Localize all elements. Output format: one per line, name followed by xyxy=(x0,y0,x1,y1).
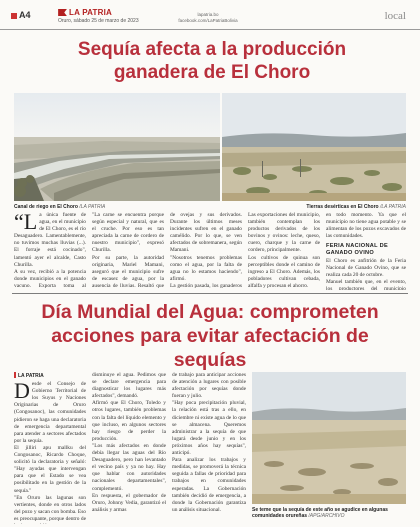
photo-caption-right: Tierras desérticas en El Choro /LA PATRIA xyxy=(306,204,406,210)
page-number: A4 xyxy=(11,10,31,20)
byline: LA PATRIA xyxy=(14,372,86,380)
paragraph: en todo momento. Ya que el municipio no tiene agua potable y se alimentan de los pozos excavados de las comunidades. xyxy=(326,212,406,240)
section-name: local xyxy=(384,10,406,22)
paragraph: Las exportaciones del municipio, también contemplan los productos derivados de los bovinos y ovinos: leche, queso, cuero, charque y la carne de cordero, principalmente. xyxy=(248,212,320,254)
page-marker-icon xyxy=(11,13,17,19)
photo-irrigation-canal xyxy=(14,93,220,201)
photo-caption-left: Canal de riego en El Choro /LA PATRIA xyxy=(14,204,106,210)
paragraph: La gestión pasada, los ganaderos xyxy=(170,282,242,289)
paragraph: "Hay poca precipitación pluvial, la relación está tras a ello, en diciembre ni existe agua de lo que se almacena. Queremos administrar a la sequía de que lugará desde junio y en los próximos años hay sequías", anticipó. xyxy=(172,400,246,457)
article2-column-2 xyxy=(92,372,166,524)
drop-cap: D xyxy=(14,378,30,404)
photo-caption-bottom: Se teme que la sequía de este año se agudice en algunas comunidades orureñas /APG/ARCHIVO xyxy=(252,507,388,519)
paragraph: Los cultivos de quinua son perceptibles donde el camino de ingreso a El Choro. Además, los pobladores cultivan cebada, alfalfa y procesan el ahorro. xyxy=(248,254,320,289)
paragraph: disminuye el agua. Pedimos que se declare emergencia para diagnosticar los lugares más afectados", demandó. xyxy=(92,372,166,400)
paragraph: En respuesta, el gobernador de Oruro, Johnny Vedia, garantizó el análisis y armas xyxy=(92,492,166,513)
paragraph: El Choro es anfitrión de la Feria Nacional de Ganado Ovino, que se realiza cada 20 de octubre. xyxy=(326,257,406,278)
section-divider xyxy=(12,293,408,294)
paragraph: Por su parte, la autoridad originaria, Mariel Mamani, aseguró que el municipio sufre de escasez de agua, por la ausencia de lluvias. Resaltó que xyxy=(92,254,164,289)
header-social xyxy=(178,12,238,24)
byline-accent xyxy=(14,372,16,378)
photo-desert-lands xyxy=(222,93,406,201)
page-header xyxy=(0,0,420,30)
newspaper-logo: LA PATRIA xyxy=(58,8,112,17)
article2-headline: Día Mundial del Agua: comprometen acciones para evitar afectación de sequías xyxy=(41,301,379,371)
paragraph: "En Oruro las lagunas son vertientes, donde en otros lados del pozo y sacan con bomba. Eso es preocupante, porque dentro de xyxy=(14,494,86,522)
facebook-text: facebook.com/LaPatriaBolivia xyxy=(178,18,238,23)
article1-headline: Sequía afecta a la producción ganadera de El Choro xyxy=(77,39,347,83)
paragraph: "Los más afectados en donde debía llegar las aguas del Río Desaguadero, pero han levantado el vecino país y ya no hay. Hay que hablar con autoridades nacionales departamentales", complementó. xyxy=(92,442,166,492)
article1-column-3 xyxy=(170,212,242,290)
website-text: lapatria.bo xyxy=(197,12,219,17)
article2-column-3 xyxy=(172,372,246,524)
drop-cap: “L xyxy=(14,212,38,234)
article2-column-1 xyxy=(14,372,86,524)
paragraph: Para analizar los trabajos y medidas, se promoverá la técnica seguida a fallas de prioridad para trabajos en comunidades esperadas. La Gobernación también decidió de emergencia, a donde la Gobernación garantiza un análisis situacional. xyxy=(172,457,246,513)
article1-column-1 xyxy=(14,212,86,290)
article1-column-5 xyxy=(326,212,406,290)
paragraph: de ovejas y sus derivados. Durante los últimos meses incidentes sufren en el ganado camélido. Por lo que, se ven afectados de sobremanera, según Mamani. xyxy=(170,212,242,254)
issue-date: Oruro, sábado 25 de marzo de 2023 xyxy=(58,18,139,24)
paragraph: "La carne se encuentra porque según especial y natural, que es el cruche. Por eso es tan apreciada la carne de cordero de nuestro municipio", expresó Churilla. xyxy=(92,212,164,254)
paragraph: “La única fuente de agua, en el municipio de El Choro, es el río Desaguadero. Lamentablemente, no tuvimos muchas lluvias (...). El forraje está cocinado", lamentó ayer el alcalde, Casto Churilla. xyxy=(14,212,86,268)
paragraph: de trabajo para anticipar acciones de atención a lugares con posible afectación por sequías donde fueran y julio. xyxy=(172,372,246,400)
paragraph: Afirmó que El Choro, Toledo y otros lugares, también problemas con la falta del líquido elemento y que incluso, en algunos sectores hay riesgo de perder la producción. xyxy=(92,400,166,442)
article1-column-4 xyxy=(248,212,320,290)
paragraph: "Nosotros tenemos problemas como el agua, por la falta de agua no lo estamos haciendo", afirmó. xyxy=(170,254,242,282)
paragraph: A su vez, recibió a la potencia donde municipios en el ganado vacuno. Exporta toma al xyxy=(14,268,86,289)
article1-column-2 xyxy=(92,212,164,290)
photo-drought-community xyxy=(252,372,406,504)
paragraph: Manuel también que, en el evento, los productores del municipio xyxy=(326,278,406,290)
paragraph: El jilliri apu mallku del Congosanoc, Ricardo Choque, solicitó la declaratoria y señaló: "Hay ayudas que intervengan para que el Estado se vea posibilitado en la gestión de la sequía." xyxy=(14,444,86,494)
paragraph: Desde el Consejo de Gobierno Territorial de los Suyus y Naciones Originarias de Oruro (Congosanoc), las comunidades pidieron se haga una declaratoria de emergencia departamental para atender a sectores afectados por la sequía. xyxy=(14,378,86,444)
subheading: FERIA NACIONAL DE GANADO OVINO xyxy=(326,243,388,257)
flag-icon xyxy=(58,9,67,16)
